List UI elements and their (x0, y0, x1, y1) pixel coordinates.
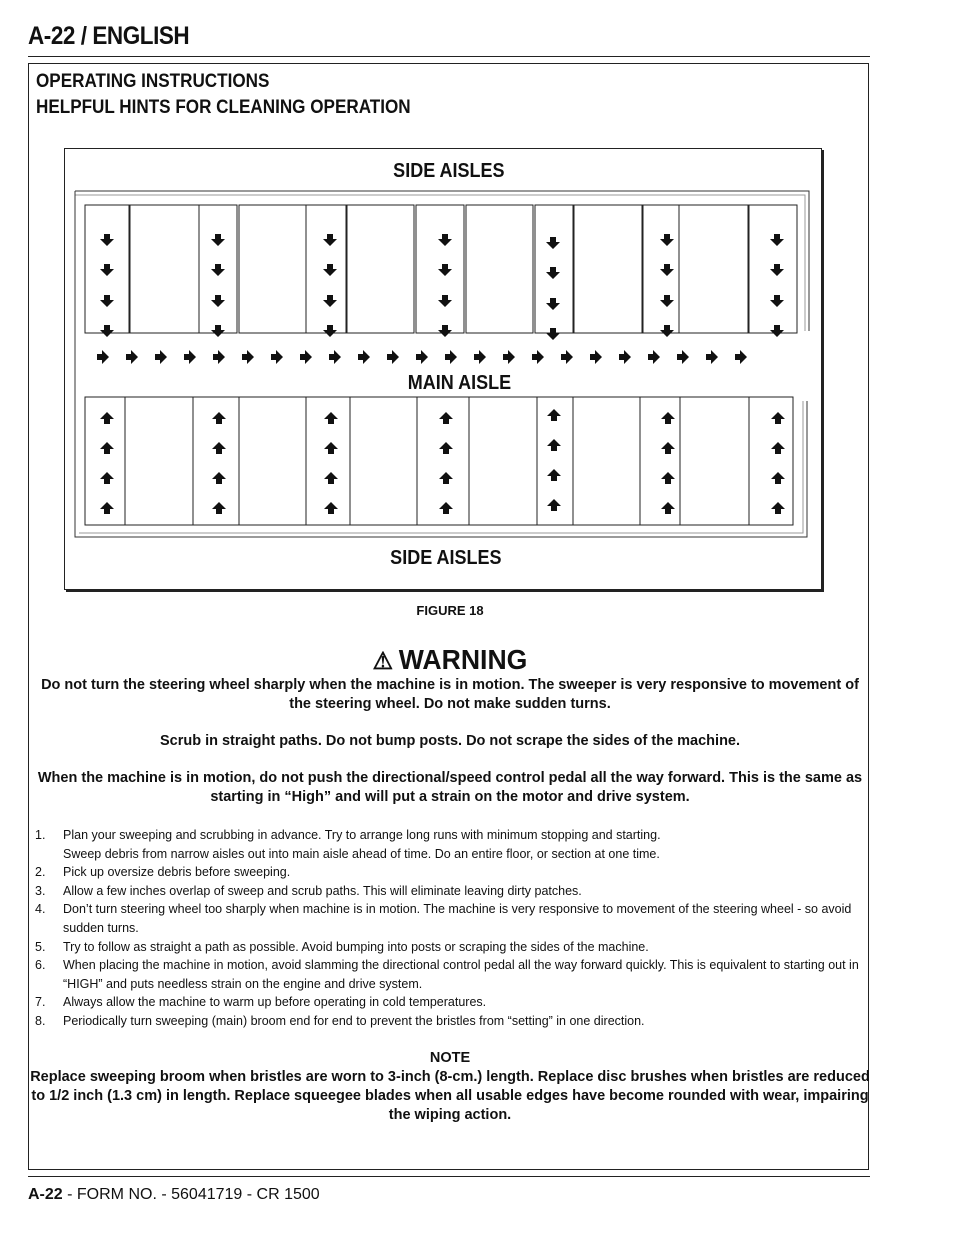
shelf-bottom-3 (469, 397, 537, 525)
arrow-right-icon (97, 350, 109, 364)
side-aisle-bottom-5 (640, 397, 680, 525)
footer (28, 1186, 320, 1204)
shelf-bottom-1 (239, 397, 306, 525)
figure-18-diagram (64, 148, 822, 590)
hint-text: Allow a few inches overlap of sweep and scrub paths. This will eliminate leaving dirty patches. (63, 883, 582, 898)
arrow-right-icon (619, 350, 631, 364)
hint-text: When placing the machine in motion, avoid slamming the directional control pedal all the way forward quickly. This is equivalent to starting out in “HIGH” and puts needless strain on the engine and drive system. (63, 958, 859, 991)
hint-number: 5. (35, 939, 46, 954)
hint-text: Don’t turn steering wheel too sharply when machine is in motion. The machine is very responsive to movement of the steering wheel - so avoid sudden turns. (63, 902, 852, 935)
warning-triangle-icon: ⚠ (372, 648, 394, 675)
hint-number: 3. (35, 883, 46, 898)
hint-item (35, 993, 870, 1012)
arrow-right-icon (329, 350, 341, 364)
note-text: Replace sweeping broom when bristles are worn to 3-inch (8-cm.) length. Replace disc brushes when bristles are reduced to 1/2 inch (1.3 cm) in length. Replace squeegee blades when all usable edges have become rounded with wear, impairing the wiping action. (30, 1069, 870, 1123)
arrow-right-icon (474, 350, 486, 364)
arrow-right-icon (648, 350, 660, 364)
hints-list (35, 826, 870, 1031)
warning-paragraph-1: Do not turn the steering wheel sharply when the machine is in motion. The sweeper is very responsive to movement of the steering wheel. Do not make sudden turns. (41, 677, 859, 712)
page-header-title: A-22 / ENGLISH (28, 22, 190, 50)
hint-text: Periodically turn sweeping (main) broom end for end to prevent the bristles from “setting” in one direction. (63, 1013, 645, 1028)
arrow-right-icon (358, 350, 370, 364)
arrow-right-icon (271, 350, 283, 364)
arrow-right-icon (445, 350, 457, 364)
shelf-top-1 (239, 205, 306, 333)
arrow-right-icon (561, 350, 573, 364)
hint-number: 4. (35, 902, 46, 917)
shelf-top-5 (679, 205, 748, 333)
shelf-bottom-5 (680, 397, 749, 525)
arrow-right-icon (387, 350, 399, 364)
arrow-right-icon (126, 350, 138, 364)
shelf-top-0 (130, 205, 199, 333)
arrow-right-icon (706, 350, 718, 364)
hint-item (35, 956, 870, 993)
hint-item (35, 882, 870, 901)
section-subtitle: HELPFUL HINTS FOR CLEANING OPERATION (36, 97, 411, 118)
figure-caption: FIGURE 18 (416, 603, 484, 618)
arrow-right-icon (155, 350, 167, 364)
arrow-right-icon (416, 350, 428, 364)
note-title: NOTE (429, 1050, 471, 1066)
warning-heading (23, 644, 878, 676)
arrow-right-icon (590, 350, 602, 364)
hint-number: 8. (35, 1013, 46, 1028)
hint-item (35, 1012, 870, 1031)
label-side-aisles-bottom: SIDE AISLES (390, 547, 502, 569)
side-aisle-bottom-6 (749, 397, 793, 525)
hint-item (35, 863, 870, 882)
aisle-diagram-svg (65, 149, 821, 589)
warning-paragraph-3: When the machine is in motion, do not push the directional/speed control pedal all the way forward. This is the same as starting in “High” and will put a strain on the motor and drive system. (37, 770, 863, 805)
section-title: OPERATING INSTRUCTIONS (36, 71, 270, 92)
shelf-bottom-2 (350, 397, 417, 525)
warning-title-text: WARNING (398, 644, 528, 675)
hint-item (35, 900, 870, 937)
shelf-top-4 (574, 205, 642, 333)
footer-rule (28, 1176, 870, 1177)
shelf-bottom-4 (573, 397, 640, 525)
label-main-aisle: MAIN AISLE (407, 372, 512, 394)
label-side-aisles-top: SIDE AISLES (393, 160, 505, 182)
hint-number: 7. (35, 995, 46, 1010)
arrow-right-icon (503, 350, 515, 364)
hint-number: 6. (35, 958, 46, 973)
arrow-right-icon (213, 350, 225, 364)
hint-text: Pick up oversize debris before sweeping. (63, 865, 291, 880)
hint-text-continued: Sweep debris from narrow aisles out into main aisle ahead of time. Do an entire floor, or section at one time. (63, 846, 660, 861)
shelf-top-2 (347, 205, 414, 333)
arrow-right-icon (677, 350, 689, 364)
warning-paragraph-2: Scrub in straight paths. Do not bump posts. Do not scrape the sides of the machine. (159, 733, 741, 749)
arrow-right-icon (735, 350, 747, 364)
arrow-right-icon (532, 350, 544, 364)
hint-item (35, 938, 870, 957)
shelf-bottom-0 (125, 397, 193, 525)
hint-text: Plan your sweeping and scrubbing in advance. Try to arrange long runs with minimum stopping and starting. (63, 828, 661, 842)
arrow-right-icon (184, 350, 196, 364)
hint-text: Try to follow as straight a path as possible. Avoid bumping into posts or scraping the sides of the machine. (63, 939, 649, 954)
footer-form-number: - FORM NO. - 56041719 - CR 1500 (62, 1186, 320, 1203)
footer-page-number: A-22 (28, 1186, 63, 1203)
hint-text: Always allow the machine to warm up before operating in cold temperatures. (63, 995, 487, 1010)
hint-number: 1. (35, 828, 46, 842)
arrow-right-icon (242, 350, 254, 364)
header-rule (28, 56, 870, 57)
shelf-top-3 (466, 205, 533, 333)
hint-number: 2. (35, 865, 46, 880)
arrow-right-icon (300, 350, 312, 364)
hint-item (35, 826, 870, 863)
